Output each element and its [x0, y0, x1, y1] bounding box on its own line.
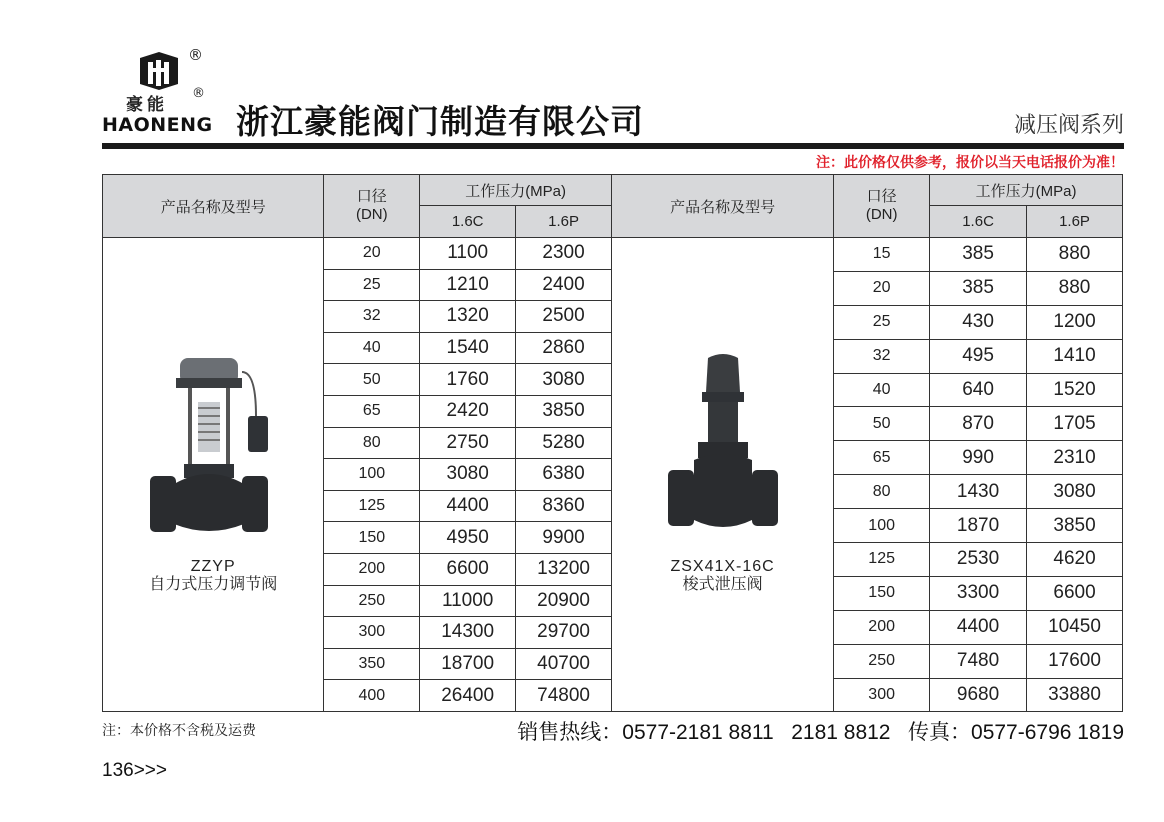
header-1-6c: 1.6C [930, 206, 1027, 238]
dn-cell: 15 [834, 238, 930, 272]
dn-cell: 125 [834, 543, 930, 577]
price-1-6c-cell: 2530 [930, 543, 1027, 577]
price-1-6p-cell: 5280 [516, 427, 612, 459]
product-model: ZZYP [190, 558, 236, 575]
dn-cell: 25 [834, 305, 930, 339]
price-1-6p-cell: 33880 [1027, 678, 1123, 712]
price-1-6p-cell: 1705 [1027, 407, 1123, 441]
price-table-left [102, 174, 612, 712]
price-1-6p-cell: 29700 [516, 617, 612, 649]
price-1-6p-cell: 3080 [1027, 475, 1123, 509]
contact-line [517, 716, 1124, 746]
dn-cell: 20 [324, 238, 420, 270]
dn-cell: 250 [834, 644, 930, 678]
price-1-6c-cell: 4400 [420, 490, 516, 522]
price-1-6c-cell: 3080 [420, 459, 516, 491]
header-1-6c: 1.6C [420, 206, 516, 238]
product-model: ZSX41X-16C [670, 558, 775, 575]
dn-cell: 40 [324, 332, 420, 364]
product-label [612, 558, 833, 594]
header-product: 产品名称及型号 [103, 175, 324, 238]
dn-cell: 32 [834, 339, 930, 373]
price-1-6p-cell: 40700 [516, 648, 612, 680]
price-1-6c-cell: 1100 [420, 238, 516, 270]
header-1-6p: 1.6P [516, 206, 612, 238]
dn-cell: 50 [834, 407, 930, 441]
price-1-6p-cell: 2300 [516, 238, 612, 270]
dn-cell: 100 [324, 459, 420, 491]
dn-cell: 300 [834, 678, 930, 712]
price-1-6c-cell: 18700 [420, 648, 516, 680]
price-1-6p-cell: 1520 [1027, 373, 1123, 407]
price-1-6p-cell: 74800 [516, 680, 612, 712]
price-1-6p-cell: 13200 [516, 553, 612, 585]
fax-number: 0577-6796 1819 [971, 721, 1124, 744]
price-disclaimer: 注：此价格仅供参考，报价以当天电话报价为准！ [816, 155, 1124, 171]
price-1-6p-cell: 3080 [516, 364, 612, 396]
hotline-numbers: 0577-2181 8811 2181 8812 [622, 721, 891, 744]
price-1-6c-cell: 7480 [930, 644, 1027, 678]
dn-cell: 400 [324, 680, 420, 712]
registered-mark: ® [188, 46, 203, 64]
price-1-6c-cell: 14300 [420, 617, 516, 649]
dn-cell: 32 [324, 301, 420, 333]
price-1-6p-cell: 4620 [1027, 543, 1123, 577]
price-1-6p-cell: 6600 [1027, 576, 1123, 610]
header-pressure: 工作压力(MPa) [420, 175, 612, 206]
logo-english-text: HAONENG [102, 114, 213, 136]
dn-cell: 80 [834, 475, 930, 509]
price-1-6c-cell: 4950 [420, 522, 516, 554]
price-1-6c-cell: 3300 [930, 576, 1027, 610]
price-1-6p-cell: 880 [1027, 238, 1123, 272]
dn-cell: 65 [834, 441, 930, 475]
dn-cell: 20 [834, 271, 930, 305]
table-row [612, 238, 1123, 272]
company-name: 浙江豪能阀门制造有限公司 [236, 102, 644, 141]
price-1-6p-cell: 6380 [516, 459, 612, 491]
price-1-6p-cell: 9900 [516, 522, 612, 554]
price-1-6c-cell: 1430 [930, 475, 1027, 509]
dn-cell: 350 [324, 648, 420, 680]
price-1-6c-cell: 495 [930, 339, 1027, 373]
price-1-6c-cell: 9680 [930, 678, 1027, 712]
price-1-6p-cell: 1200 [1027, 305, 1123, 339]
price-1-6p-cell: 2860 [516, 332, 612, 364]
registered-mark: ® [192, 86, 205, 101]
price-1-6p-cell: 20900 [516, 585, 612, 617]
dn-cell: 100 [834, 509, 930, 543]
price-1-6p-cell: 2500 [516, 301, 612, 333]
dn-cell: 250 [324, 585, 420, 617]
dn-cell: 150 [324, 522, 420, 554]
company-logo [136, 50, 182, 90]
price-1-6c-cell: 640 [930, 373, 1027, 407]
header-1-6p: 1.6P [1027, 206, 1123, 238]
header-product: 产品名称及型号 [612, 175, 834, 238]
price-1-6c-cell: 430 [930, 305, 1027, 339]
price-1-6c-cell: 2750 [420, 427, 516, 459]
dn-cell: 25 [324, 269, 420, 301]
price-1-6c-cell: 26400 [420, 680, 516, 712]
relief-valve-image [658, 352, 788, 552]
price-1-6p-cell: 2400 [516, 269, 612, 301]
header-dn: 口径 (DN) [834, 175, 930, 238]
logo-chinese-text: 豪能 [126, 95, 168, 115]
product-type: 自力式压力调节阀 [149, 576, 278, 593]
dn-cell: 65 [324, 395, 420, 427]
dn-cell: 50 [324, 364, 420, 396]
price-1-6p-cell: 2310 [1027, 441, 1123, 475]
dn-cell: 200 [324, 553, 420, 585]
product-cell [103, 238, 324, 712]
price-1-6c-cell: 1540 [420, 332, 516, 364]
price-1-6c-cell: 990 [930, 441, 1027, 475]
price-1-6c-cell: 4400 [930, 610, 1027, 644]
series-title: 减压阀系列 [1013, 113, 1124, 138]
dn-cell: 200 [834, 610, 930, 644]
price-1-6c-cell: 385 [930, 271, 1027, 305]
price-1-6p-cell: 3850 [516, 395, 612, 427]
pressure-regulating-valve-image [144, 352, 284, 552]
header-pressure: 工作压力(MPa) [930, 175, 1123, 206]
price-1-6c-cell: 1760 [420, 364, 516, 396]
price-1-6c-cell: 870 [930, 407, 1027, 441]
table-row [103, 238, 612, 270]
price-1-6p-cell: 10450 [1027, 610, 1123, 644]
header-rule [102, 143, 1124, 149]
page-number: 136>>> [102, 760, 167, 781]
price-1-6c-cell: 1870 [930, 509, 1027, 543]
price-table-right [612, 174, 1123, 712]
product-label [103, 558, 323, 594]
header-dn: 口径 (DN) [324, 175, 420, 238]
price-1-6p-cell: 3850 [1027, 509, 1123, 543]
dn-cell: 300 [324, 617, 420, 649]
price-1-6c-cell: 6600 [420, 553, 516, 585]
price-1-6p-cell: 17600 [1027, 644, 1123, 678]
product-type: 梭式泄压阀 [682, 576, 763, 593]
tax-note: 注：本价格不含税及运费 [102, 723, 256, 739]
hotline-label: 销售热线： [517, 720, 623, 744]
product-cell [612, 238, 834, 712]
price-1-6c-cell: 11000 [420, 585, 516, 617]
price-1-6c-cell: 1320 [420, 301, 516, 333]
dn-cell: 40 [834, 373, 930, 407]
price-1-6p-cell: 880 [1027, 271, 1123, 305]
dn-cell: 125 [324, 490, 420, 522]
price-1-6p-cell: 8360 [516, 490, 612, 522]
price-1-6c-cell: 385 [930, 238, 1027, 272]
dn-cell: 80 [324, 427, 420, 459]
price-1-6c-cell: 2420 [420, 395, 516, 427]
dn-cell: 150 [834, 576, 930, 610]
fax-label: 传真： [908, 720, 972, 744]
price-1-6p-cell: 1410 [1027, 339, 1123, 373]
price-1-6c-cell: 1210 [420, 269, 516, 301]
